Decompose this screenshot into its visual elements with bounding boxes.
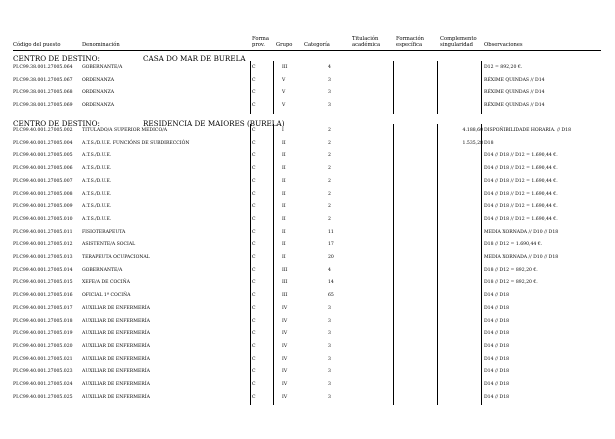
cell-code: PI.C99.38.001.27005.068 xyxy=(13,90,73,96)
cell-forma: C xyxy=(252,191,256,197)
cell-forma: C xyxy=(252,242,256,248)
cell-code: PI.C99.40.001.27005.008 xyxy=(13,191,73,197)
cell-forma: C xyxy=(252,77,256,83)
cell-forma: C xyxy=(252,204,256,210)
cell-grupo: III xyxy=(282,280,288,286)
table-row xyxy=(0,179,615,191)
cell-denominacion: AUXILIAR DE ENFERMERÍA xyxy=(82,356,150,362)
cell-forma: C xyxy=(252,229,256,235)
cell-grupo: IV xyxy=(282,394,288,400)
cell-categoria: 3 xyxy=(328,318,331,324)
cell-observaciones: DISPOÑIBILIDADE HORARIA. // D18 xyxy=(484,128,572,133)
cell-forma: C xyxy=(252,356,256,362)
cell-forma: C xyxy=(252,166,256,172)
table-row xyxy=(0,153,615,165)
cell-code: PI.C99.40.001.27005.017 xyxy=(13,305,73,311)
cell-code: PI.C99.38.001.27005.067 xyxy=(13,77,73,83)
table-row xyxy=(0,128,615,140)
cell-observaciones: D14 // D18 xyxy=(484,331,510,337)
cell-categoria: 4 xyxy=(328,267,331,273)
cell-forma: C xyxy=(252,331,256,337)
table-row xyxy=(0,141,615,153)
section-label: CENTRO DE DESTINO: xyxy=(13,54,100,63)
cell-code: PI.C99.40.001.27005.009 xyxy=(13,204,73,210)
cell-code: PI.C99.40.001.27005.011 xyxy=(13,229,73,235)
cell-categoria: 3 xyxy=(328,103,331,109)
cell-grupo: III xyxy=(282,267,288,273)
cell-observaciones: D14 // D18 xyxy=(484,343,510,349)
header-rule xyxy=(13,50,601,51)
table-row xyxy=(0,242,615,254)
cell-forma: C xyxy=(252,255,256,260)
table-row xyxy=(0,395,615,407)
cell-categoria: 2 xyxy=(328,216,331,222)
table-row xyxy=(0,306,615,318)
cell-grupo: V xyxy=(282,77,286,83)
table-row xyxy=(0,78,615,90)
cell-grupo: IV xyxy=(282,331,288,337)
cell-grupo: IV xyxy=(282,305,288,311)
cell-grupo: IV xyxy=(282,369,288,375)
cell-grupo: IV xyxy=(282,382,288,387)
cell-denominacion: TERAPEUTA OCUPACIONAL xyxy=(82,255,150,260)
cell-forma: C xyxy=(252,305,256,311)
table-row xyxy=(0,166,615,178)
cell-forma: C xyxy=(252,65,256,70)
cell-observaciones: D14 // D18 xyxy=(484,305,510,311)
cell-denominacion: AUXILIAR DE ENFERMERÍA xyxy=(82,343,150,349)
cell-forma: C xyxy=(252,178,256,184)
cell-forma: C xyxy=(252,90,256,96)
cell-code: PI.C99.40.001.27005.016 xyxy=(13,293,73,299)
cell-code: PI.C99.40.001.27005.005 xyxy=(13,153,73,159)
header-forma: Forma prov. xyxy=(252,36,269,48)
cell-observaciones: D14 // D18 // D12 = 1.690,44 €. xyxy=(484,178,558,184)
cell-code: PI.C99.40.001.27005.025 xyxy=(13,394,73,400)
cell-grupo: III xyxy=(282,65,288,70)
cell-code: PI.C99.40.001.27005.024 xyxy=(13,382,73,387)
cell-grupo: V xyxy=(282,103,286,109)
header-codigo: Código del puesto xyxy=(13,42,61,48)
cell-categoria: 11 xyxy=(328,229,334,235)
cell-denominacion: GOBERNANTE/A xyxy=(82,65,123,70)
header-complemento: Complemento singularidad xyxy=(440,36,477,48)
cell-observaciones: RÉXIME QUINDAS // D14 xyxy=(484,77,545,83)
table-row xyxy=(0,255,615,267)
cell-forma: C xyxy=(252,369,256,375)
cell-denominacion: ORDENANZA xyxy=(82,103,115,109)
table-row xyxy=(0,319,615,331)
cell-grupo: II xyxy=(282,140,286,146)
cell-observaciones: D14 // D18 // D12 = 1.690,44 €. xyxy=(484,166,558,172)
cell-complemento: 1.535,28 xyxy=(462,140,483,146)
cell-observaciones: D14 // D18 xyxy=(484,293,510,299)
cell-grupo: II xyxy=(282,178,286,184)
cell-categoria: 2 xyxy=(328,128,331,133)
section-label: CENTRO DE DESTINO: xyxy=(13,119,100,128)
cell-categoria: 3 xyxy=(328,331,331,337)
cell-categoria: 2 xyxy=(328,191,331,197)
cell-categoria: 3 xyxy=(328,77,331,83)
cell-code: PI.C99.40.001.27005.013 xyxy=(13,255,73,260)
cell-forma: C xyxy=(252,153,256,159)
cell-denominacion: ASISTENTE/A SOCIAL xyxy=(82,242,136,248)
cell-forma: C xyxy=(252,318,256,324)
cell-categoria: 2 xyxy=(328,204,331,210)
cell-categoria: 17 xyxy=(328,242,334,248)
cell-denominacion: AUXILIAR DE ENFERMERÍA xyxy=(82,305,150,311)
cell-categoria: 3 xyxy=(328,382,331,387)
cell-grupo: II xyxy=(282,204,286,210)
cell-denominacion: A.T.S./D.U.E. xyxy=(82,153,112,159)
table-row xyxy=(0,204,615,216)
cell-denominacion: XEFE/A DE COCIÑA xyxy=(82,280,130,286)
cell-observaciones: D18 // D12 = 1.690,44 €. xyxy=(484,242,543,248)
cell-code: PI.C99.40.001.27005.019 xyxy=(13,331,73,337)
cell-denominacion: TITULADO/A SUPERIOR MEDICO/A xyxy=(82,128,168,133)
header-titulacion: Titulación académica xyxy=(352,36,381,48)
cell-code: PI.C99.40.001.27005.006 xyxy=(13,166,73,172)
cell-code: PI.C99.40.001.27005.023 xyxy=(13,369,73,375)
cell-denominacion: FISIOTERAPEUTA xyxy=(82,229,126,235)
cell-forma: C xyxy=(252,293,256,299)
header-categoria: Categoría xyxy=(304,42,330,48)
cell-categoria: 2 xyxy=(328,140,331,146)
table-row xyxy=(0,192,615,204)
cell-categoria: 3 xyxy=(328,343,331,349)
cell-forma: C xyxy=(252,267,256,273)
cell-code: PI.C99.40.001.27005.021 xyxy=(13,356,73,362)
cell-forma: C xyxy=(252,280,256,286)
cell-observaciones: MEDIA XORNADA // D10 // D18 xyxy=(484,255,559,260)
cell-forma: C xyxy=(252,103,256,109)
cell-categoria: 20 xyxy=(328,255,334,260)
cell-forma: C xyxy=(252,382,256,387)
cell-observaciones: D18 xyxy=(484,140,494,146)
section-heading xyxy=(13,54,246,63)
table-row xyxy=(0,280,615,292)
cell-grupo: II xyxy=(282,216,286,222)
cell-forma: C xyxy=(252,128,256,133)
cell-denominacion: ORDENANZA xyxy=(82,90,115,96)
cell-observaciones: RÉXIME QUINDAS // D14 xyxy=(484,103,545,109)
table-row xyxy=(0,382,615,394)
cell-code: PI.C99.40.001.27005.018 xyxy=(13,318,73,324)
cell-observaciones: D14 // D18 xyxy=(484,356,510,362)
cell-observaciones: D14 // D18 // D12 = 1.690,44 €. xyxy=(484,216,558,222)
cell-observaciones: D18 // D12 = 892,20 €. xyxy=(484,267,538,273)
cell-denominacion: A.T.S./D.U.E. xyxy=(82,216,112,222)
cell-observaciones: D12 = 892,20 €. xyxy=(484,65,523,70)
cell-denominacion: ORDENANZA xyxy=(82,77,115,83)
cell-grupo: II xyxy=(282,166,286,172)
cell-denominacion: AUXILIAR DE ENFERMERÍA xyxy=(82,394,150,400)
cell-denominacion: AUXILIAR DE ENFERMERÍA xyxy=(82,369,150,375)
cell-observaciones: D14 // D18 // D12 = 1.690,44 €. xyxy=(484,204,558,210)
cell-categoria: 3 xyxy=(328,356,331,362)
cell-categoria: 3 xyxy=(328,90,331,96)
cell-categoria: 2 xyxy=(328,166,331,172)
cell-observaciones: D14 // D18 // D12 = 1.690,44 €. xyxy=(484,191,558,197)
cell-grupo: II xyxy=(282,191,286,197)
cell-observaciones: D18 // D12 = 892,20 €. xyxy=(484,280,538,286)
cell-denominacion: OFICIAL 1ª COCIÑA xyxy=(82,293,131,299)
cell-categoria: 3 xyxy=(328,394,331,400)
cell-observaciones: D14 // D18 // D12 = 1.690,44 €. xyxy=(484,153,558,159)
cell-code: PI.C99.40.001.27005.002 xyxy=(13,128,73,133)
cell-grupo: II xyxy=(282,153,286,159)
cell-grupo: IV xyxy=(282,343,288,349)
cell-grupo: I xyxy=(282,128,284,133)
cell-observaciones: D14 // D18 xyxy=(484,318,510,324)
cell-denominacion: A.T.S./D.U.E. xyxy=(82,178,112,184)
cell-denominacion: AUXILIAR DE ENFERMERÍA xyxy=(82,318,150,324)
cell-categoria: 3 xyxy=(328,305,331,311)
cell-observaciones: RÉXIME QUINDAS // D14 xyxy=(484,90,545,96)
cell-code: PI.C99.38.001.27005.069 xyxy=(13,103,73,109)
table-row xyxy=(0,217,615,229)
cell-forma: C xyxy=(252,140,256,146)
table-row xyxy=(0,103,615,115)
cell-categoria: 4 xyxy=(328,65,331,70)
cell-observaciones: D14 // D18 xyxy=(484,382,510,387)
cell-code: PI.C99.40.001.27005.014 xyxy=(13,267,73,273)
header-denominacion: Denominación xyxy=(82,42,120,48)
table-row xyxy=(0,293,615,305)
cell-denominacion: AUXILIAR DE ENFERMERÍA xyxy=(82,331,150,337)
cell-grupo: V xyxy=(282,90,286,96)
cell-code: PI.C99.40.001.27005.012 xyxy=(13,242,73,248)
table-row xyxy=(0,331,615,343)
cell-categoria: 14 xyxy=(328,280,334,286)
cell-code: PI.C99.40.001.27005.004 xyxy=(13,140,73,146)
cell-code: PI.C99.40.001.27005.010 xyxy=(13,216,73,222)
cell-grupo: III xyxy=(282,293,288,299)
cell-denominacion: A.T.S./D.U.E. xyxy=(82,166,112,172)
cell-grupo: IV xyxy=(282,318,288,324)
table-row xyxy=(0,230,615,242)
cell-complemento: 4.188,60 xyxy=(462,128,483,133)
cell-denominacion: GOBERNANTE/A xyxy=(82,267,123,273)
section-name: RESIDENCIA DE MAIORES (BURELA) xyxy=(143,119,285,128)
table-row xyxy=(0,357,615,369)
header-formacion: Formación específica xyxy=(396,36,424,48)
cell-categoria: 65 xyxy=(328,293,334,299)
cell-denominacion: A.T.S./D.U.E. xyxy=(82,191,112,197)
cell-grupo: IV xyxy=(282,356,288,362)
cell-code: PI.C99.40.001.27005.015 xyxy=(13,280,73,286)
header-observaciones: Observaciones xyxy=(484,42,523,48)
table-row xyxy=(0,268,615,280)
cell-grupo: II xyxy=(282,242,286,248)
cell-forma: C xyxy=(252,343,256,349)
cell-grupo: II xyxy=(282,229,286,235)
cell-categoria: 2 xyxy=(328,153,331,159)
cell-denominacion: A.T.S./D.U.E. xyxy=(82,204,112,210)
cell-code: PI.C99.40.001.27005.020 xyxy=(13,343,73,349)
section-heading xyxy=(13,119,285,128)
cell-forma: C xyxy=(252,216,256,222)
cell-code: PI.C99.38.001.27005.064 xyxy=(13,65,73,70)
table-row xyxy=(0,65,615,77)
table-row xyxy=(0,90,615,102)
cell-categoria: 3 xyxy=(328,369,331,375)
cell-denominacion: A.T.S./D.U.E. FUNCIÓNS DE SUBDIRECCIÓN xyxy=(82,140,190,146)
cell-observaciones: D14 // D18 xyxy=(484,369,510,375)
cell-forma: C xyxy=(252,394,256,400)
cell-code: PI.C99.40.001.27005.007 xyxy=(13,178,73,184)
section-name: CASA DO MAR DE BURELA xyxy=(143,54,246,63)
table-row xyxy=(0,369,615,381)
cell-categoria: 2 xyxy=(328,178,331,184)
cell-observaciones: D14 // D18 xyxy=(484,394,510,400)
cell-grupo: II xyxy=(282,255,286,260)
cell-observaciones: MEDIA XORNADA // D10 // D18 xyxy=(484,229,559,235)
table-row xyxy=(0,344,615,356)
cell-denominacion: AUXILIAR DE ENFERMERÍA xyxy=(82,382,150,387)
header-grupo: Grupo xyxy=(276,42,293,48)
